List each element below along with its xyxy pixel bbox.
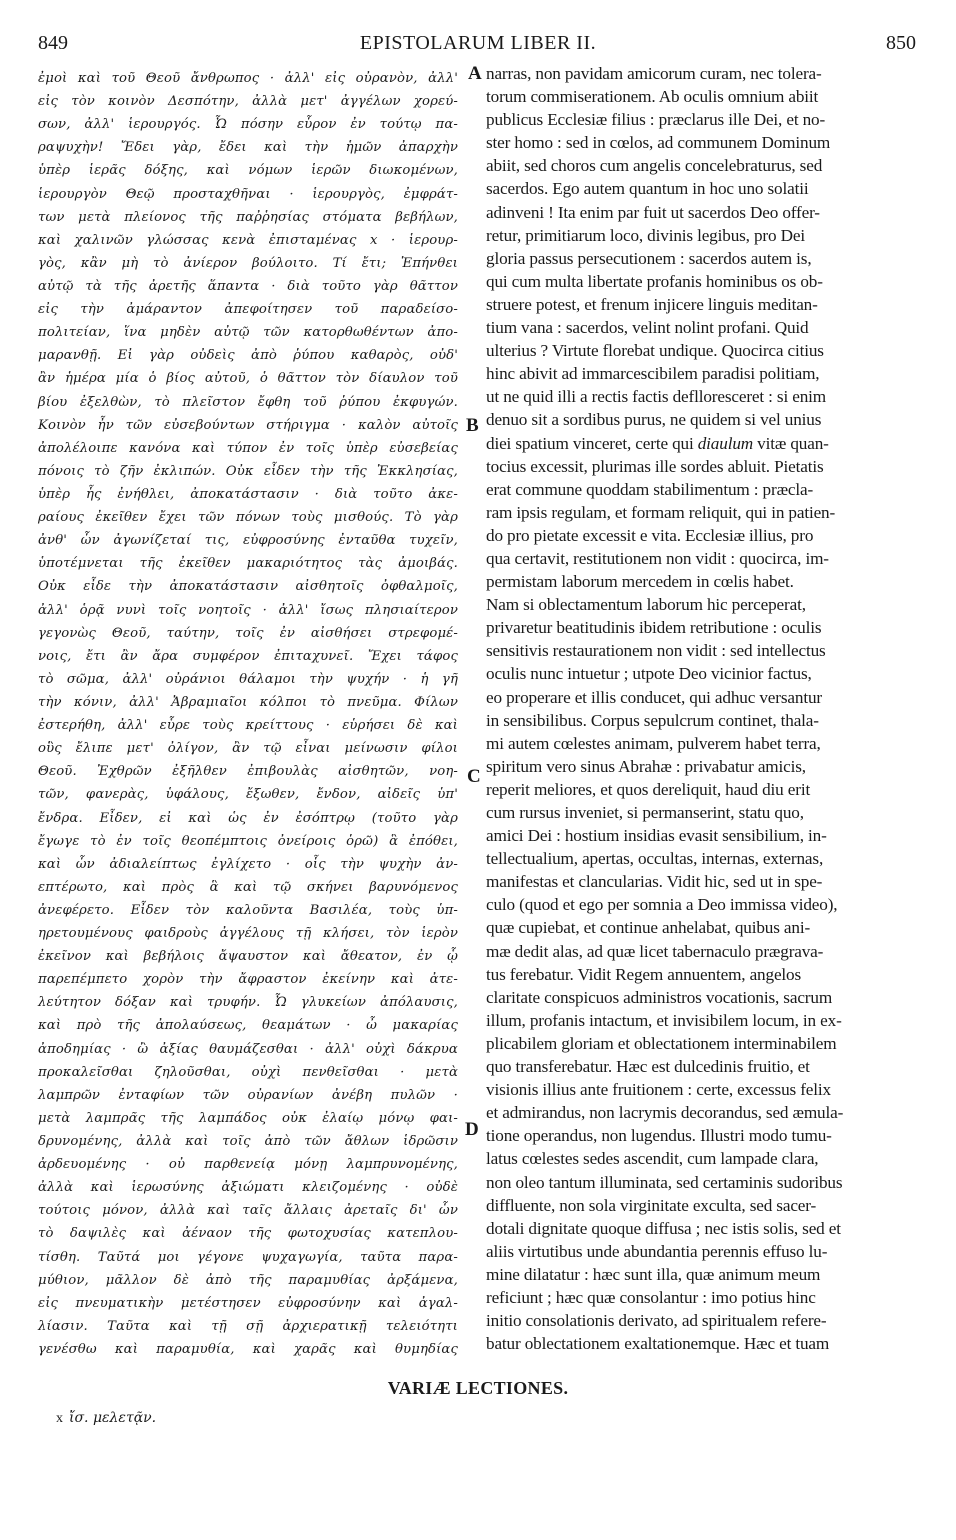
greek-line: ἀνθ' ὧν ἀγωνίζεταί τις, εὐφροσύνης ἐνταῦθα τυχεῖν, <box>38 533 458 549</box>
latin-italic-word: diaulum <box>697 433 754 453</box>
latin-line: in sensibilibus. Corpus sepulcrum continet, thala- <box>486 710 819 730</box>
latin-line: plicabilem gloriam et oblectationem interminabilem <box>486 1033 837 1053</box>
latin-line: Nam si oblectamentum laborum hic perceperat, <box>486 595 806 615</box>
latin-line: ulterius ? Virtute florebat undique. Quocirca citius <box>486 341 824 361</box>
greek-line: γενέσθω καὶ παραμυθία, καὶ χαρᾶς καὶ θυμηδίας <box>38 1342 458 1358</box>
latin-line: eo properare et illis conducet, qui adhuc versantur <box>486 687 822 707</box>
latin-line: initio consolationis derivato, ad spiritualem refere- <box>486 1311 827 1331</box>
greek-line: ἐστερήθη, ἀλλ' εὗρε τοὺς κρείττους · εὑρήσει δὲ καὶ <box>38 718 458 734</box>
greek-line: ἂν ἡμέρα μία ὁ βίος αὐτοῦ, ὁ θᾶττον τὸν δίαυλον τοῦ <box>38 371 458 387</box>
greek-line: λίασιν. Ταῦτα καὶ τῇ σῇ ἀρχιερατικῇ τελειότητι <box>38 1318 458 1334</box>
greek-line: μαρανθῇ. Εἰ γὰρ οὐδεὶς ἀπὸ ῥύπου καθαρὸς, οὐδ' <box>38 348 458 364</box>
greek-line: καὶ πρὸ τῆς ἀπολαύσεως, θεαμάτων · ὦ μακαρίας <box>38 1018 458 1034</box>
latin-line: struere potest, et frenum injicere linguis meditan- <box>486 294 818 314</box>
footnote-mark: x <box>56 1411 63 1426</box>
latin-line: aliis virtutibus unde abundantia perennis effuso lu- <box>486 1241 828 1261</box>
greek-line: τῶν, φανερὰς, ὑφάλους, ἔξωθεν, ἔνδον, αἰδεῖς ὑπ' <box>38 787 458 803</box>
latin-line: tocius excessit, plurimas ille sordes abluit. Pietatis <box>486 456 824 476</box>
greek-line: ἀπολέλοιπε κανόνα καὶ τύπον ἐν τοῖς ὑπὲρ εὐσεβείας <box>38 440 458 456</box>
latin-line: privaretur beatitudinis ibidem retributione : oculis <box>486 618 822 638</box>
greek-line: παρεπέμπετο χορὸν τὴν ἄφραστον ἐκείνην καὶ ἀτε- <box>38 972 458 988</box>
greek-line: ἀλλ' ὁρᾷ νυνὶ τοῖς νοητοῖς · ἀλλ' ἴσως πλησιαίτερον <box>38 602 458 618</box>
margin-marker-a: A <box>468 63 482 84</box>
latin-line: claritate conspicuos administros vocationis, sacrum <box>486 987 833 1007</box>
latin-line: tium vana : sacerdos, velint nolint profani. Quid <box>486 318 809 338</box>
latin-line: hinc abivit ad immarcescibilem paradisi politiam, <box>486 364 820 384</box>
latin-line: permistam laborum mercedem in cœlis habet. <box>486 572 794 592</box>
greek-line: οὓς ἔλιπε μετ' ὀλίγον, ἂν τῷ εἶναι μείνωσιν φίλοι <box>38 741 458 757</box>
latin-line: ster homo : sed in cœlos, ad communem Dominum <box>486 133 831 153</box>
variae-lectiones-heading: VARIÆ LECTIONES. <box>387 1378 569 1398</box>
greek-line: Οὐκ εἶδε τὴν ἀποκατάστασιν αἰσθητοῖς ὀφθαλμοῖς, <box>38 579 458 595</box>
latin-line: dotali dignitate quoque diffusa ; nec istis solis, sed et <box>486 1218 841 1238</box>
greek-line: ὑπὲρ ἧς ἐνήθλει, ἀποκατάστασιν · διὰ τοῦτο ἀκε- <box>38 486 458 502</box>
greek-line: πολιτείαν, ἵνα μηδὲν αὐτῷ τῶν κατορθωθέντων ἀπο- <box>38 325 458 341</box>
latin-line: qua certavit, restitutionem non vidit : quocirca, im- <box>486 548 829 568</box>
latin-line: batur oblectationem exaltationemque. Hæc et tuam <box>486 1334 830 1354</box>
greek-line: πόνοις τὸ ζῆν ἐκλιπών. Οὐκ εἶδεν τὴν τῆς Ἐκκλησίας, <box>38 463 458 479</box>
latin-line: retur, primitiarum loco, divinis legibus, pro Dei <box>486 225 805 245</box>
greek-line: δρυνομένης, ἀλλὰ καὶ τοῖς ἀπὸ τῶν ἄθλων ἱδρῶσιν <box>38 1134 458 1150</box>
greek-line: σων, ἀλλ' ἱερουργός. Ὦ πόσην εὗρον ἐν τούτῳ πα- <box>38 117 458 133</box>
greek-line: ὑπὲρ ἱερᾶς δόξης, καὶ νόμων ἱερῶν διωκομένων, <box>38 163 458 179</box>
latin-line: oculis nunc intuetur ; utpote Deo vicinior factus, <box>486 664 812 684</box>
greek-text-column <box>38 67 458 1361</box>
footnote-text: ἴσ. μελετᾷν. <box>69 1410 157 1426</box>
latin-line: sensitivis restaurationem non vidit : sed intellectus <box>486 641 826 661</box>
latin-line: quo transferebatur. Hæc est dulcedinis fruitio, et <box>486 1057 810 1077</box>
page-number-right: 850 <box>886 32 916 54</box>
latin-line: publicus Ecclesiæ filius : præclarus ille Dei, et no- <box>486 110 826 130</box>
latin-line: non oleo tantum illuminata, sed certaminis sudoribus <box>486 1172 843 1192</box>
latin-line: tione operandus, non lugendus. Illustri modo tumu- <box>486 1126 832 1146</box>
greek-line: ραίους ἐκεῖθεν ἔχει τῶν πόνων τοὺς μισθούς. Τὸ γὰρ <box>38 510 458 526</box>
latin-line: cum rursus inveniet, si permanserint, statu quo, <box>486 803 804 822</box>
greek-line: τὴν κόνιν, ἀλλ' Ἀβραμιαῖοι κόλποι τὸ πνεῦμα. Φίλων <box>38 694 458 710</box>
latin-line: culo (quod et ego per somnia a Deo immissa video), <box>486 895 838 915</box>
greek-line: αὐτῷ τὰ τῆς ἀρετῆς ἅπαντα · διὰ τοῦτο γὰρ θᾶττον <box>38 278 458 294</box>
greek-line: μύθιον, μᾶλλον δὲ ἀπὸ τῆς παραμυθίας ἀρξάμενα, <box>38 1272 458 1288</box>
latin-line <box>486 432 920 455</box>
greek-line: ὑποτέμνεται τῆς ἐκεῖθεν μακαριότητος τὰς ἀμοιβάς. <box>38 556 458 572</box>
greek-line: ἀνεφέρετο. Εἶδεν τὸν καλοῦντα Βασιλέα, τοὺς ὑπ- <box>38 902 458 918</box>
greek-line: γὸς, κἂν μὴ τὸ ἀνίερον βούλοιτο. Τί ἔτι; Ἐπήνθει <box>38 255 458 271</box>
latin-line: denuo sit a sordibus purus, ne quidem si vel unius <box>486 410 822 430</box>
greek-line: των μετὰ πλείονος τῆς παῤῥησίας στόματα βεβήλων, <box>38 209 458 225</box>
greek-line: ἐκεῖνον καὶ βεβήλοις ἄψαυστον καὶ ἄθεατον, ἐν ᾧ <box>38 949 458 965</box>
latin-line: adinveni ! Ita enim par fuit ut sacerdos Deo offer- <box>486 202 820 222</box>
greek-line: ραψυχὴν! Ἔδει γὰρ, ἔδει καὶ τὴν ἡμῶν ἀπαρχὴν <box>38 140 458 156</box>
greek-line: τὸ δαψιλὲς καὶ ἀέναον τῆς φωτοχυσίας κατεπλου- <box>38 1226 458 1242</box>
latin-line: torum commiserationem. Ab oculis omnium abiit <box>486 87 819 107</box>
greek-line: γεγονὼς Θεοῦ, ταύτην, τοῖς ἐν αἰσθήσει στρεφομέ- <box>38 625 458 641</box>
latin-line: tus ferebatur. Vidit Regem annuentem, angelos <box>486 964 802 984</box>
margin-marker-c: C <box>467 766 481 787</box>
greek-line: εἰς τὸν κοινὸν Δεσπότην, ἀλλὰ μετ' ἀγγέλων χορεύ- <box>38 94 458 110</box>
latin-line: quæ cupiebat, et continue anhelabat, quibus ani- <box>486 918 811 938</box>
latin-line: latus cœlestes sedes ascendit, cum lampade clara, <box>486 1149 819 1169</box>
latin-line: do pro pietate excessit e vita. Ecclesiæ illius, pro <box>486 525 814 545</box>
latin-line: mæ dedit alas, ad quæ licet tabernaculo prægrava- <box>486 941 824 961</box>
greek-line: ἀποδημίας · ὢ ἀξίας θαυμάζεσθαι · ἀλλ' οὐχὶ δάκρυα <box>38 1041 458 1057</box>
greek-line: λεύτητον δόξαν καὶ τρυφήν. Ὦ γλυκείων ἀπόλαυσις, <box>38 995 458 1011</box>
greek-line: τίσθη. Ταῦτά μοι γέγονε ψυχαγωγία, ταῦτα παρα- <box>38 1249 458 1265</box>
greek-line: προκαλεῖσθαι ζηλοῦσθαι, οὐχὶ πενθεῖσθαι · μετὰ <box>38 1064 458 1080</box>
latin-line: illum, profanis intactum, et invisibilem locum, in ex- <box>486 1010 842 1030</box>
greek-line: νοις, ἔτι ἂν ἄρα συμφέρον ἐπιταχυνεῖ. Ἔχει τάφος <box>38 648 458 664</box>
greek-line: τούτοις μόνον, ἀλλὰ καὶ ταῖς ἄλλαις ἀρεταῖς δι' ὧν <box>38 1203 458 1219</box>
greek-line: εἰς τὴν ἀμάραντον ἀπεφοίτησεν τοῦ παραδείσο- <box>38 302 458 318</box>
greek-line: ἐμοὶ καὶ τοῦ Θεοῦ ἄνθρωπος · ἀλλ' εἰς οὐρανὸν, ἀλλ' <box>38 71 458 86</box>
greek-line: ἔνδρα. Εἶδεν, εἰ καὶ ὡς ἐν ἐσόπτρῳ (τοῦτο γὰρ <box>38 810 458 826</box>
greek-line: τὸ σῶμα, ἀλλ' οὐράνιοι θάλαμοι τὴν ψυχήν · ἡ γῆ <box>38 671 458 687</box>
margin-marker-d: D <box>465 1119 479 1140</box>
greek-line: Θεοῦ. Ἐχθρῶν ἐξῆλθεν ἐπιβουλὰς αἰσθητῶν, νοη- <box>38 764 458 780</box>
greek-line: Κοινὸν ἦν τῶν εὐσεβούντων στήριγμα · καλὸν αὐτοῖς <box>38 417 458 433</box>
latin-line: manifestas et clancularias. Vidit hic, sed ut in spe- <box>486 872 823 892</box>
greek-line: μετὰ λαμπρᾶς τῆς λαμπάδος οὐκ ἐλαίῳ μόνῳ φαι- <box>38 1110 458 1126</box>
latin-line: erat commune quoddam stabilimentum : præcla- <box>486 479 814 499</box>
latin-line: mi autem cœlestes animam, pulverem habet terra, <box>486 733 821 753</box>
latin-text-column <box>486 62 920 1355</box>
latin-line: tellectualium, apertas, occultas, internas, externas, <box>486 849 824 869</box>
latin-line: spiritum vero sinus Abrahæ : privabatur amicis, <box>486 756 806 776</box>
greek-line: ἀλλὰ καὶ ἱερωσύνης ἀξιώματι κλειζομένης · οὐδὲ <box>38 1180 458 1196</box>
latin-line: narras, non pavidam amicorum curam, nec tolera- <box>486 64 822 83</box>
latin-line: sacerdos. Ego autem quantum in hoc uno solatii <box>486 179 809 199</box>
latin-line-part: diei spatium vinceret, certe qui <box>486 433 698 453</box>
latin-line: reperit meliores, et quos dereliquit, haud diu erit <box>486 779 811 799</box>
greek-line: λαμπρῶν ἐνταφίων τῶν οὐρανίων ἀνέβη πυλῶν · <box>38 1087 458 1103</box>
variant-reading-note <box>56 1410 156 1427</box>
latin-line: visionis illius ante fruitionem : certe, excessus felix <box>486 1080 831 1100</box>
page-number-left: 849 <box>38 32 68 54</box>
greek-line: βίου ἐξελθὼν, τὸ πλεῖστον ἔφθη τοῦ ῥύπου ἐκφυγών. <box>38 394 458 410</box>
greek-line: καὶ χαλινῶν γλώσσας κενὰ ἐπισταμένας x · ἱερουρ- <box>38 232 458 248</box>
latin-line-part: vitæ quan- <box>753 433 829 453</box>
greek-line: εἰς πνευματικὴν μετέστησεν εὐφροσύνην καὶ ἀγαλ- <box>38 1295 458 1311</box>
greek-line: επτέρωτο, καὶ πρὸς ἃ καὶ τῷ σκήνει βαρυνόμενος <box>38 879 458 895</box>
latin-line: ut ne quid illi a rectis factis deflloresceret : si enim <box>486 387 827 407</box>
latin-line: amici Dei : hostium insidias evasit sensibilium, in- <box>486 826 827 846</box>
latin-line: diffluente, non sola virginitate exculta, sed sacer- <box>486 1195 817 1215</box>
greek-line: ἀρδευομένης · οὐ παρθενείᾳ μόνῃ λαμπρυνομένης, <box>38 1157 458 1173</box>
latin-line: qui cum multa libertate profanis hominibus os ob- <box>486 271 823 291</box>
greek-line: ηρετουμένους φαιδροὺς ἀγγέλους τῇ κλήσει, τὸν ἱερὸν <box>38 926 458 942</box>
latin-line: gloria passus persecutionem : sacerdos autem is, <box>486 248 812 268</box>
latin-line: ram ipsis regulam, et formam reliquit, qui in patien- <box>486 502 836 522</box>
greek-line: ἔγωγε τὸ ἐν τοῖς θεοπέμπτοις ὀνείροις ὁρῶ) ἃ ἐπόθει, <box>38 833 458 849</box>
latin-line: mine dilatatur : hæc sunt illa, quæ animum meum <box>486 1264 821 1284</box>
running-title: EPISTOLARUM LIBER II. <box>359 32 597 54</box>
latin-line: et admirandus, non lacrymis decorandus, sed æmula- <box>486 1103 844 1123</box>
greek-line: ἱερουργὸν Θεῷ προσταχθῆναι · ἱερουργὸς, ἐμφράτ- <box>38 186 458 202</box>
latin-line: abiit, sed choros cum angelis concelebraturus, sed <box>486 156 823 176</box>
margin-marker-b: B <box>466 415 479 436</box>
latin-line: reficiunt ; hæc quæ consolantur : imo potius hinc <box>486 1287 816 1307</box>
greek-line: καὶ ὧν ἀδιαλείπτως ἐγλίχετο · οἷς τὴν ψυχὴν ἀν- <box>38 856 458 872</box>
